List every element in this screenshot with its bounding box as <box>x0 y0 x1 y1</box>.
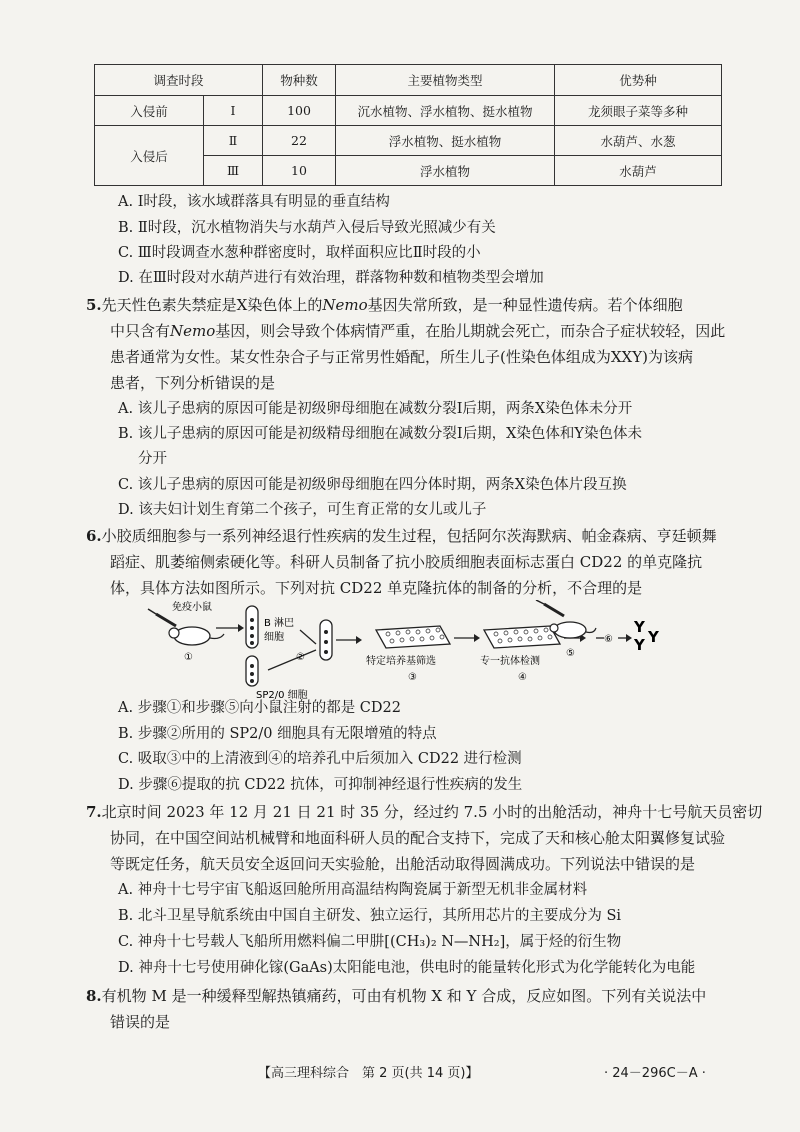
cell-species: 10 <box>263 156 336 186</box>
step-6-label: ⑥ <box>604 634 613 645</box>
test-tube-b-cell-icon <box>246 606 258 648</box>
q7-stem-line-2: 协同，在中国空间站机械臂和地面科研人员的配合支持下，完成了天和核心舱太阳翼修复试验 <box>110 829 726 847</box>
q7-option-a: A. 神舟十七号宇宙飞船返回舱所用高温结构陶瓷属于新型无机非金属材料 <box>118 882 588 898</box>
step-1-label: ① <box>184 652 193 663</box>
b-cell-label: B 淋巴 <box>264 618 295 629</box>
q7-text: 北京时间 2023 年 12 月 21 日 21 时 35 分，经过约 7.5 小时的出舱活动，神舟十七号航天员密切 <box>101 803 763 821</box>
step-3-label: ③ <box>408 672 417 683</box>
page-footer-right: · 24－296C－A · <box>604 1066 706 1081</box>
survey-table <box>94 64 722 186</box>
q5-text: 中只含有 <box>110 322 171 340</box>
culture-plate-icon <box>376 626 450 648</box>
q6-option-b: B. 步骤②所用的 SP2/0 细胞具有无限增殖的特点 <box>118 726 437 742</box>
nemo-gene: Nemo <box>170 322 216 340</box>
q7-option-d: D. 神舟十七号使用砷化镓(GaAs)太阳能电池，供电时的能量转化形式为化学能转化为电能 <box>118 960 696 976</box>
q5-option-c: C. 该儿子患病的原因可能是初级卵母细胞在四分体时期，两条X染色体片段互换 <box>118 477 627 493</box>
mouse-label: 免疫小鼠 <box>172 602 212 613</box>
arrow-icon <box>300 630 316 644</box>
q5-option-a: A. 该儿子患病的原因可能是初级卵母细胞在减数分裂Ⅰ后期，两条X染色体未分开 <box>118 401 633 417</box>
antibody-icon: Y <box>634 618 645 636</box>
cell-period: 入侵后 <box>95 126 204 186</box>
header-types: 主要植物类型 <box>336 65 555 96</box>
step-2-label: ② <box>296 652 305 663</box>
cell-stage: Ⅲ <box>204 156 263 186</box>
cell-types: 沉水植物、浮水植物、挺水植物 <box>336 96 555 126</box>
culture-plate-icon <box>484 626 560 648</box>
cell-dominant: 水葫芦 <box>555 156 722 186</box>
q7-stem-line-3: 等既定任务，航天员安全返回问天实验舱，出舱活动取得圆满成功。下列说法中错误的是 <box>110 855 696 873</box>
q7-option-c: C. 神舟十七号载人飞船所用燃料偏二甲肼[(CH₃)₂ N—NH₂]，属于烃的衍生物 <box>118 934 622 950</box>
q7-number: 7. <box>86 803 102 821</box>
table-row <box>95 96 722 126</box>
q5-option-b-cont: 分开 <box>138 451 167 467</box>
q7-option-b: B. 北斗卫星导航系统由中国自主研发、独立运行，其所用芯片的主要成分为 Si <box>118 908 622 924</box>
q4-option-d: D. 在Ⅲ时段对水葫芦进行有效治理，群落物种数和植物类型会增加 <box>118 270 544 286</box>
table-header-row <box>95 65 722 96</box>
page-footer-left: 【高三理科综合 第 2 页(共 14 页)】 <box>258 1066 479 1081</box>
q8-text: 有机物 M 是一种缓释型解热镇痛药，可由有机物 X 和 Y 合成，反应如图。下列有关说法中 <box>101 987 707 1005</box>
cell-species: 22 <box>263 126 336 156</box>
q5-stem-line-3: 患者通常为女性。某女性杂合子与正常男性婚配，所生儿子(性染色体组成为XXY)为该病 <box>110 348 693 366</box>
q5-number: 5. <box>86 296 102 314</box>
arrow-head-icon <box>356 636 362 644</box>
test-tube-sp20-icon <box>246 656 258 686</box>
cell-dominant: 水葫芦、水葱 <box>555 126 722 156</box>
q5-stem-line-2 <box>110 321 725 342</box>
q5-stem-line-4: 患者，下列分析错误的是 <box>110 374 276 392</box>
q5-text: 基因失常所致，是一种显性遗传病。若个体细胞 <box>367 296 683 314</box>
q6-number: 6. <box>86 527 102 545</box>
antibody-diagram <box>140 600 680 700</box>
q4-option-a: A. Ⅰ时段，该水域群落具有明显的垂直结构 <box>118 194 390 210</box>
nemo-gene: Nemo <box>322 296 368 314</box>
q8-stem-line-1 <box>86 986 706 1007</box>
q6-text: 小胶质细胞参与一系列神经退行性疾病的发生过程，包括阿尔茨海默病、帕金森病、亨廷顿舞 <box>101 527 717 545</box>
cell-dominant: 龙须眼子菜等多种 <box>555 96 722 126</box>
q5-stem-line-1 <box>86 295 683 316</box>
mouse-icon <box>169 627 224 645</box>
q5-option-b: B. 该儿子患病的原因可能是初级精母细胞在减数分裂Ⅰ后期，X染色体和Y染色体未 <box>118 426 642 442</box>
header-dominant: 优势种 <box>555 65 722 96</box>
antibody-test-label: 专一抗体检测 <box>480 656 540 667</box>
q6-option-d: D. 步骤⑥提取的抗 CD22 抗体，可抑制神经退行性疾病的发生 <box>118 777 523 793</box>
arrow-head-icon <box>626 634 632 642</box>
sp20-label: SP2/0 细胞 <box>256 690 308 700</box>
step-4-label: ④ <box>518 672 527 683</box>
header-period: 调查时段 <box>95 65 263 96</box>
cell-stage: Ⅱ <box>204 126 263 156</box>
q5-text: 先天性色素失禁症是X染色体上的 <box>101 296 323 314</box>
q4-option-c: C. Ⅲ时段调查水葱种群密度时，取样面积应比Ⅱ时段的小 <box>118 245 481 261</box>
antibody-icon: Y <box>634 636 645 654</box>
q8-stem-line-2: 错误的是 <box>110 1013 171 1031</box>
table-row <box>95 126 722 156</box>
q6-stem-line-2: 蹈症、肌萎缩侧索硬化等。科研人员制备了抗小胶质细胞表面标志蛋白 CD22 的单克隆抗 <box>110 553 703 571</box>
q5-text: 基因，则会导致个体病情严重，在胎儿期就会死亡，而杂合子症状较轻，因此 <box>215 322 726 340</box>
mouse-icon <box>550 622 596 638</box>
b-cell-label-2: 细胞 <box>264 632 284 643</box>
cell-species: 100 <box>263 96 336 126</box>
arrow-head-icon <box>474 634 480 642</box>
q5-option-d: D. 该夫妇计划生育第二个孩子，可生育正常的女儿或儿子 <box>118 502 487 518</box>
medium-label: 特定培养基筛选 <box>366 656 436 667</box>
header-species: 物种数 <box>263 65 336 96</box>
cell-types: 浮水植物 <box>336 156 555 186</box>
step-5-label: ⑤ <box>566 648 575 659</box>
cell-types: 浮水植物、挺水植物 <box>336 126 555 156</box>
arrow-icon <box>268 650 316 670</box>
q6-option-c: C. 吸取③中的上清液到④的培养孔中后须加入 CD22 进行检测 <box>118 751 522 767</box>
arrow-head-icon <box>238 624 244 632</box>
q8-number: 8. <box>86 987 102 1005</box>
antibody-icon: Y <box>648 628 659 646</box>
syringe-icon <box>536 600 564 616</box>
q6-stem-line-1 <box>86 526 717 547</box>
q6-stem-line-3: 体，具体方法如图所示。下列对抗 CD22 单克隆抗体的制备的分析，不合理的是 <box>110 579 643 597</box>
cell-period: 入侵前 <box>95 96 204 126</box>
cell-stage: Ⅰ <box>204 96 263 126</box>
q6-option-a: A. 步骤①和步骤⑤向小鼠注射的都是 CD22 <box>118 700 401 716</box>
test-tube-fusion-icon <box>320 620 332 660</box>
q4-option-b: B. Ⅱ时段，沉水植物消失与水葫芦入侵后导致光照减少有关 <box>118 220 496 236</box>
q7-stem-line-1 <box>86 802 762 823</box>
